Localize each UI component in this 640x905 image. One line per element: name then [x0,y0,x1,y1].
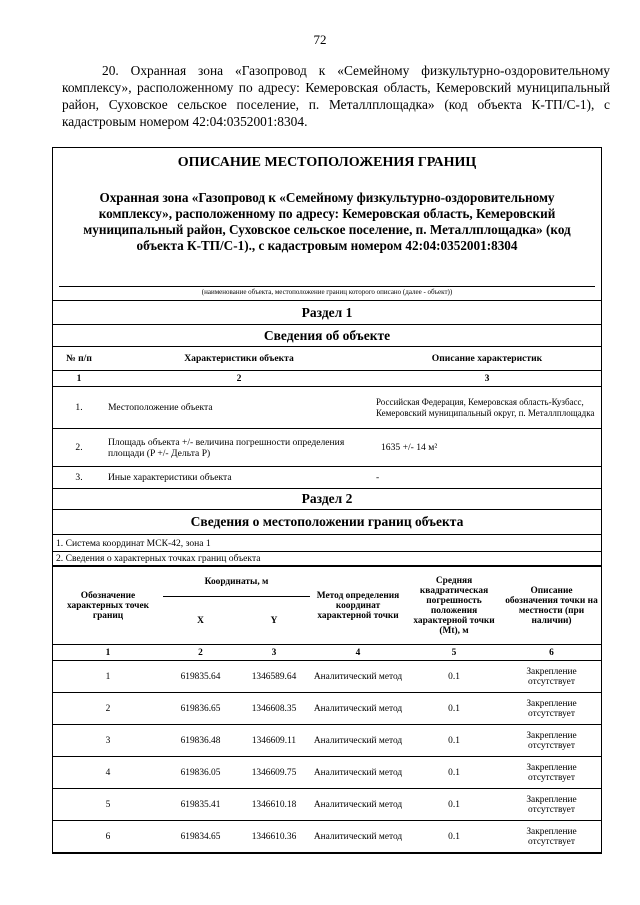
section1-title: Раздел 1 [53,301,601,325]
point-x: 619836.48 [163,725,238,757]
point-method: Аналитический метод [310,757,406,789]
point-y: 1346608.35 [238,693,310,725]
table-row [53,757,601,789]
characteristic-value: Российская Федерация, Кемеровская область-Кузбасс, Кемеровский муниципальный округ, п. Металлплощадка [373,387,601,429]
col-header-accuracy: Средняя квадратическая погрешность положения характерной точки (Mt), м [406,567,502,645]
characteristic-name: Площадь объекта +/- величина погрешности определения площади (P +/- Дельта P) [105,429,373,467]
points-caption: 2. Сведения о характерных точках границ объекта [53,552,601,566]
point-id: 4 [53,757,163,789]
characteristic-name: Иные характеристики объекта [105,467,373,489]
table-row [53,387,601,429]
col-number: 4 [310,645,406,661]
page-number: 72 [313,32,327,47]
point-y: 1346610.36 [238,821,310,853]
point-id: 5 [53,789,163,821]
col-number: 1 [53,645,163,661]
section1-subtitle: Сведения об объекте [53,325,601,347]
col-header-y: Y [238,597,310,645]
point-x: 619836.65 [163,693,238,725]
point-x: 619835.41 [163,789,238,821]
col-number: 3 [238,645,310,661]
col-header-coords: Координаты, м [163,567,310,597]
table-row [53,693,601,725]
section2-subtitle: Сведения о местоположении границ объекта [53,510,601,535]
form-title: ОПИСАНИЕ МЕСТОПОЛОЖЕНИЯ ГРАНИЦ [177,155,477,170]
table-row [53,725,601,757]
point-y: 1346609.75 [238,757,310,789]
characteristic-value: - [373,467,601,489]
point-id: 3 [53,725,163,757]
point-y: 1346610.18 [238,789,310,821]
point-id: 2 [53,693,163,725]
point-marking: Закрепление отсутствует [502,789,601,821]
point-marking: Закрепление отсутствует [502,757,601,789]
intro-text: 20. Охранная зона «Газопровод к «Семейному физкультурно-оздоровительному комплексу», расположенному по адресу: Кемеровская область, Кемеровский муниципальный район, Суховское сельское поселение, п. Металлплощадка» (код объекта К-ТП/С-1), с кадастровым номером 42:04:0352001:8304. [62,63,610,129]
point-marking: Закрепление отсутствует [502,693,601,725]
point-x: 619834.65 [163,821,238,853]
coordinate-system: 1. Система координат МСК-42, зона 1 [53,535,601,552]
object-name-note: (наименование объекта, местоположение границ которого описано (далее - объект)) [59,286,595,300]
point-id: 1 [53,661,163,693]
point-x: 619836.05 [163,757,238,789]
col-header-designation: Обозначение характерных точек границ [53,567,163,645]
point-x: 619835.64 [163,661,238,693]
characteristic-value: 1635 +/- 14 м² [373,429,601,467]
section1-table [53,300,601,566]
point-marking: Закрепление отсутствует [502,821,601,853]
table-row [53,429,601,467]
point-id: 6 [53,821,163,853]
point-marking: Закрепление отсутствует [502,661,601,693]
table-row [53,789,601,821]
point-method: Аналитический метод [310,789,406,821]
point-accuracy: 0.1 [406,725,502,757]
point-method: Аналитический метод [310,725,406,757]
point-accuracy: 0.1 [406,661,502,693]
row-number: 2. [53,429,105,467]
point-method: Аналитический метод [310,693,406,725]
row-number: 3. [53,467,105,489]
point-method: Аналитический метод [310,661,406,693]
point-accuracy: 0.1 [406,821,502,853]
point-accuracy: 0.1 [406,757,502,789]
col-number: 2 [105,371,373,387]
point-accuracy: 0.1 [406,789,502,821]
characteristic-name: Местоположение объекта [105,387,373,429]
section2-title: Раздел 2 [53,489,601,510]
col-number: 3 [373,371,601,387]
col-header-x: X [163,597,238,645]
boundary-description-form [52,147,602,854]
col-header-method: Метод определения координат характерной точки [310,567,406,645]
table-row [53,821,601,853]
col-header-marking: Описание обозначения точки на местности (при наличии) [502,567,601,645]
point-accuracy: 0.1 [406,693,502,725]
col-number: 6 [502,645,601,661]
col-header-num: № п/п [53,347,105,371]
intro-paragraph [62,62,610,130]
col-number: 1 [53,371,105,387]
col-number: 2 [163,645,238,661]
col-number: 5 [406,645,502,661]
row-number: 1. [53,387,105,429]
table-row [53,661,601,693]
points-table [53,566,601,853]
col-header-characteristic: Характеристики объекта [105,347,373,371]
point-marking: Закрепление отсутствует [502,725,601,757]
table-row [53,467,601,489]
point-method: Аналитический метод [310,821,406,853]
point-y: 1346609.11 [238,725,310,757]
object-name: Охранная зона «Газопровод к «Семейному физкультурно-оздоровительному комплексу», расположенному по адресу: Кемеровская область, Кемеровский муниципальный район, Суховское сельское поселение, п. Металлплощадка» (код объекта К-ТП/С-1)., с кадастровым номером 42:04:0352001:8304 [83,190,571,253]
point-y: 1346589.64 [238,661,310,693]
col-header-description: Описание характеристик [373,347,601,371]
